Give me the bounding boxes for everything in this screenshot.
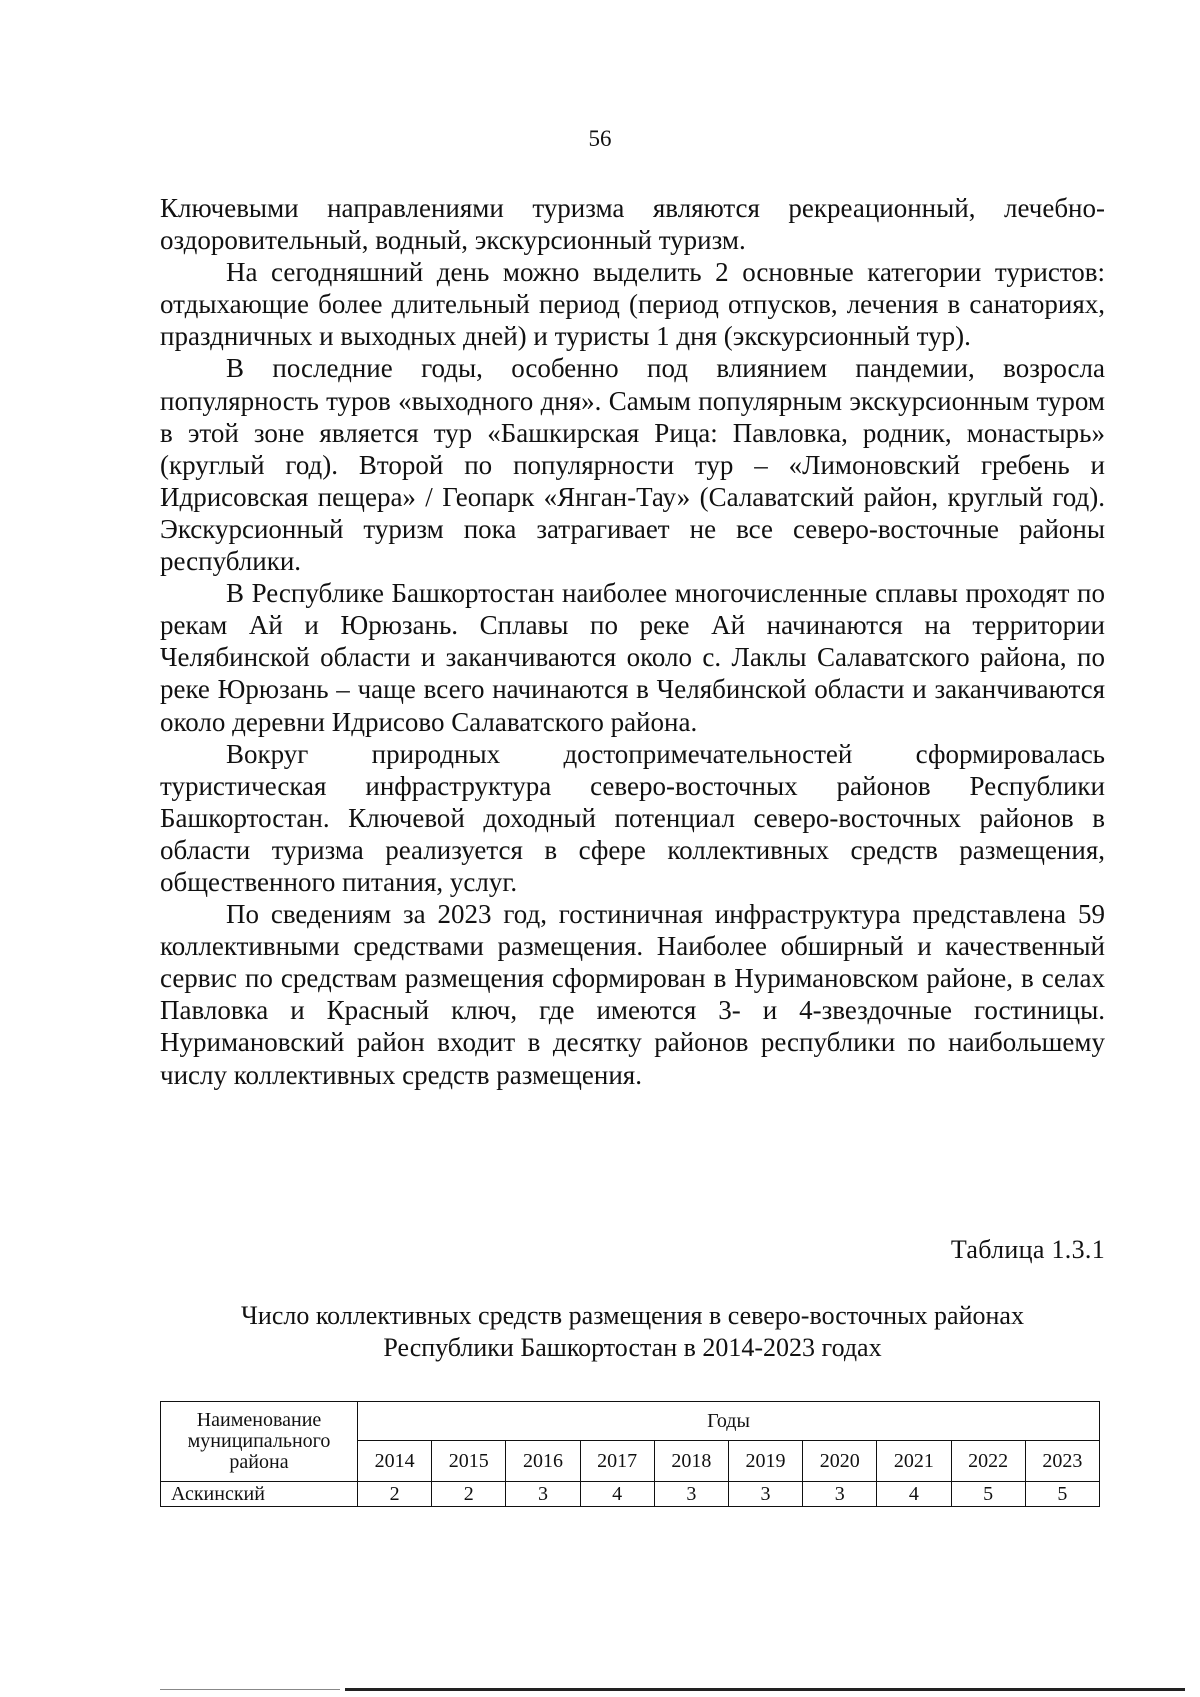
value-cell: 2: [358, 1482, 432, 1507]
years-header: Годы: [358, 1402, 1100, 1441]
value-cell: 5: [951, 1482, 1025, 1507]
paragraph-5: Вокруг природных достопримечательностей сформировалась туристическая инфраструктура северо-восточных районов Республики Башкортостан. Ключевой доходный потенциал северо-восточных районов в области туризма реализуется в сфере коллективных средств размещения, общественного питания, услуг.: [160, 738, 1105, 897]
value-cell: 4: [580, 1482, 654, 1507]
footer-divider: [345, 1688, 1185, 1691]
value-cell: 3: [654, 1482, 728, 1507]
table-title-line-2: Республики Башкортостан в 2014-2023 годах: [383, 1333, 882, 1362]
body-text: [160, 192, 1105, 1091]
year-header: 2017: [580, 1441, 654, 1482]
table-header-row: [161, 1402, 1100, 1441]
table-label: Таблица 1.3.1: [950, 1235, 1105, 1264]
paragraph-4: В Республике Башкортостан наиболее многочисленные сплавы проходят по рекам Ай и Юрюзань. Сплавы по реке Ай начинаются на территории Челябинской области и заканчиваются около с. Лаклы Салаватского района, по реке Юрюзань – чаще всего начинаются в Челябинской области и заканчиваются около деревни Идрисово Салаватского района.: [160, 578, 1105, 737]
year-header: 2016: [506, 1441, 580, 1482]
value-cell: 3: [803, 1482, 877, 1507]
value-cell: 2: [432, 1482, 506, 1507]
year-header: 2015: [432, 1441, 506, 1482]
year-header: 2018: [654, 1441, 728, 1482]
paragraph-6: По сведениям за 2023 год, гостиничная инфраструктура представлена 59 коллективными средствами размещения. Наиболее обширный и качественный сервис по средствам размещения сформирован в Нуримановском районе, в селах Павловка и Красный ключ, где имеются 3- и 4-звездочные гостиницы. Нуримановский район входит в десятку районов республики по наибольшему числу коллективных средств размещения.: [160, 899, 1105, 1090]
year-header: 2023: [1025, 1441, 1099, 1482]
value-cell: 3: [728, 1482, 802, 1507]
district-name-cell: Аскинский: [161, 1482, 358, 1507]
district-name-header: Наименование муниципального района: [161, 1402, 358, 1482]
year-header: 2014: [358, 1441, 432, 1482]
value-cell: 3: [506, 1482, 580, 1507]
accommodation-table: [160, 1401, 1100, 1507]
paragraph-2: На сегодняшний день можно выделить 2 основные категории туристов: отдыхающие более длительный период (период отпусков, лечения в санаториях, праздничных и выходных дней) и туристы 1 дня (экскурсионный тур).: [160, 257, 1105, 352]
year-header: 2022: [951, 1441, 1025, 1482]
table-row: [161, 1482, 1100, 1507]
year-header: 2019: [728, 1441, 802, 1482]
table-title-line-1: Число коллективных средств размещения в северо-восточных районах: [241, 1301, 1024, 1330]
paragraph-1: Ключевыми направлениями туризма являются рекреационный, лечебно-оздоровительный, водный, экскурсионный туризм.: [160, 193, 1105, 256]
table-title: [160, 1300, 1105, 1364]
paragraph-3: В последние годы, особенно под влиянием пандемии, возросла популярность туров «выходного дня». Самым популярным экскурсионным туром в этой зоне является тур «Башкирская Рица: Павловка, родник, монастырь» (круглый год). Второй по популярности тур – «Лимоновский гребень и Идрисовская пещера» / Геопарк «Янган-Тау» (Салаватский район, круглый год). Экскурсионный туризм пока затрагивает не все северо-восточные районы республики.: [160, 353, 1105, 577]
year-header: 2020: [803, 1441, 877, 1482]
page-number: 56: [588, 126, 612, 151]
value-cell: 5: [1025, 1482, 1099, 1507]
year-header: 2021: [877, 1441, 951, 1482]
value-cell: 4: [877, 1482, 951, 1507]
footer-divider-left: [160, 1689, 340, 1690]
